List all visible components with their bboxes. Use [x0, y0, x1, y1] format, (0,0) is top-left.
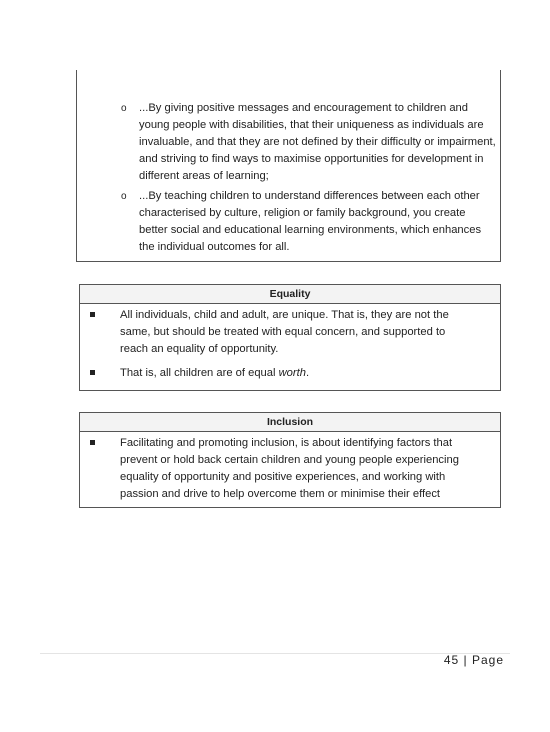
equality-heading: Equality	[80, 285, 500, 304]
inclusion-table	[79, 412, 501, 508]
sentence-period: .	[305, 367, 310, 379]
equality-table	[79, 284, 501, 391]
equality-text: That is, all children are of equal	[120, 367, 279, 379]
square-bullet-icon	[90, 312, 95, 317]
square-bullet-icon	[90, 440, 95, 445]
list-item	[94, 435, 474, 503]
list-item-text: ...By teaching children to understand differences between each other characterised by culture, religion or family background, you create better social and educational learning environments, which enhances the individual outcomes for all.	[139, 190, 482, 253]
list-item	[121, 188, 497, 256]
page-number: 45 | Page	[443, 653, 504, 667]
square-bullet-icon	[90, 370, 95, 375]
continuation-box	[76, 70, 501, 262]
inclusion-heading: Inclusion	[80, 413, 500, 432]
circle-bullet: o	[121, 191, 127, 202]
list-item	[94, 365, 474, 382]
list-item	[94, 307, 474, 358]
list-item-text: All individuals, child and adult, are unique. That is, they are not the same, but should be treated with equal concern, and supported to reach an equality of opportunity.	[120, 309, 449, 355]
emphasis-word: worth	[278, 367, 306, 379]
list-item-text: ...By giving positive messages and encouragement to children and young people with disabilities, that their uniqueness as individuals are invaluable, and that they are not defined by their difficulty or impairment, and striving to find ways to maximise opportunities for development in different areas of learning;	[139, 102, 496, 182]
list-item-text	[120, 365, 474, 382]
circle-bullet: o	[121, 103, 127, 114]
list-item	[121, 100, 497, 185]
footer-divider	[40, 653, 510, 654]
list-item-text: Facilitating and promoting inclusion, is about identifying factors that prevent or hold back certain children and young people experiencing equality of opportunity and positive experiences, and working with passion and drive to help overcome them or minimise their effect	[120, 437, 459, 500]
